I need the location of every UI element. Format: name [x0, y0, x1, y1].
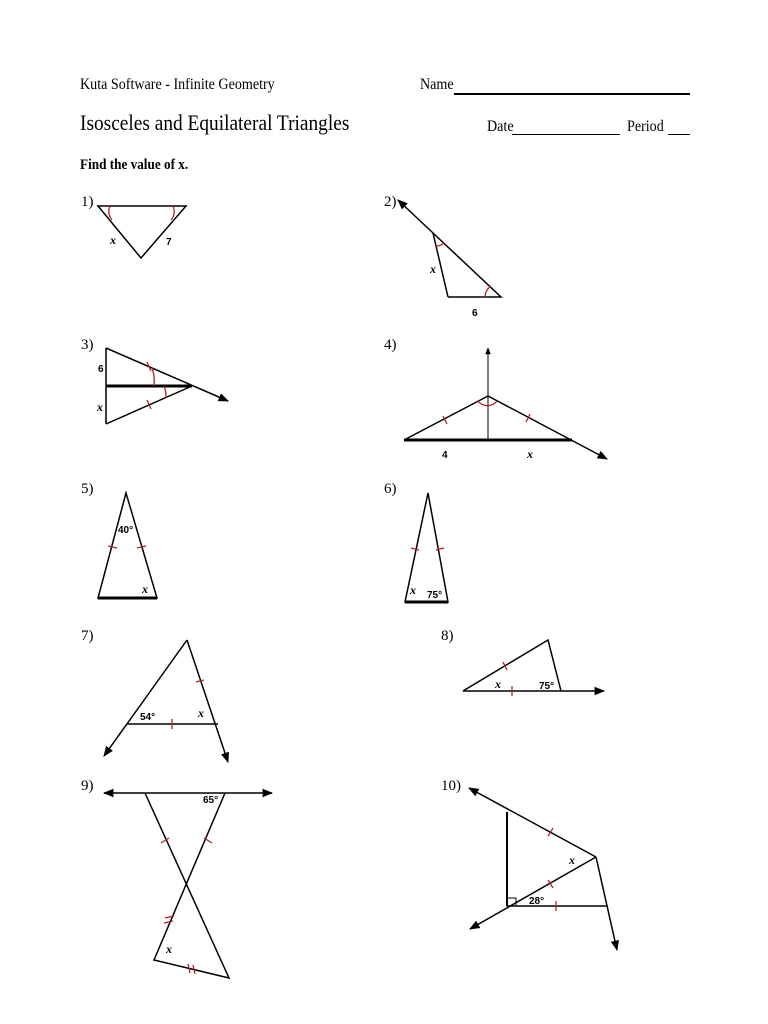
angle-mark	[152, 368, 154, 386]
header-left: Kuta Software - Infinite Geometry	[80, 76, 275, 93]
problem-4	[384, 337, 607, 461]
problem-number: 1)	[81, 194, 94, 210]
angle-label: x	[410, 583, 416, 597]
angle-label: 54°	[140, 712, 156, 723]
triangle	[98, 206, 186, 258]
problem-6	[384, 481, 448, 602]
angle-label: x	[569, 853, 575, 867]
angle-label: 75°	[427, 590, 443, 601]
angle-label: 65°	[203, 795, 219, 806]
angle-label: x	[495, 677, 501, 691]
problem-5	[81, 481, 157, 598]
angle-label: x	[198, 706, 204, 720]
problem-number: 4)	[384, 337, 397, 353]
problem-number: 8)	[441, 628, 454, 644]
problem-8	[441, 628, 604, 696]
side-label: 6	[98, 364, 104, 375]
date-label: Date	[487, 118, 514, 135]
side-label: x	[430, 262, 436, 276]
triangle-side	[404, 396, 488, 440]
ray-arrow	[398, 200, 433, 233]
ray-arrow	[187, 640, 228, 762]
instructions: Find the value of x.	[80, 157, 189, 173]
angle-mark	[109, 206, 112, 220]
angle-label: 40°	[118, 525, 134, 536]
side-label: 7	[166, 237, 172, 248]
page-title: Isosceles and Equilateral Triangles	[80, 110, 350, 135]
period-label: Period	[627, 118, 664, 135]
side-label: x	[97, 400, 103, 414]
side-label: x	[527, 447, 533, 461]
angle-label: x	[166, 942, 172, 956]
angle-label: x	[142, 582, 148, 596]
problem-9	[81, 778, 272, 978]
side-label: 4	[442, 450, 448, 461]
ray-arrow	[469, 788, 596, 857]
problem-number: 10)	[441, 778, 461, 794]
problem-number: 2)	[384, 194, 397, 210]
problem-number: 7)	[81, 628, 94, 644]
angle-label: 28°	[529, 896, 545, 907]
problem-number: 6)	[384, 481, 397, 497]
angle-label: 75°	[539, 681, 555, 692]
ray-arrow	[470, 857, 596, 929]
angle-mark	[164, 386, 166, 398]
tick-mark	[436, 548, 444, 550]
problem-number: 5)	[81, 481, 94, 497]
tick-mark	[411, 548, 419, 550]
triangle	[98, 493, 157, 598]
problem-7	[81, 628, 228, 762]
ray-arrow	[488, 396, 607, 459]
bowtie-triangles	[145, 793, 229, 978]
ray-arrow	[104, 640, 187, 756]
ray-arrow	[106, 348, 228, 401]
problem-3	[81, 337, 228, 424]
angle-mark	[171, 206, 174, 220]
triangle	[433, 233, 501, 297]
name-label: Name	[420, 76, 454, 93]
problem-number: 9)	[81, 778, 94, 794]
tick-mark	[164, 921, 173, 923]
problem-number: 3)	[81, 337, 94, 353]
problem-1	[81, 194, 186, 258]
problem-2	[384, 194, 501, 319]
ray-arrow	[596, 857, 617, 950]
side-label: x	[110, 233, 116, 247]
problem-10	[441, 778, 617, 950]
side-label: 6	[472, 308, 478, 319]
